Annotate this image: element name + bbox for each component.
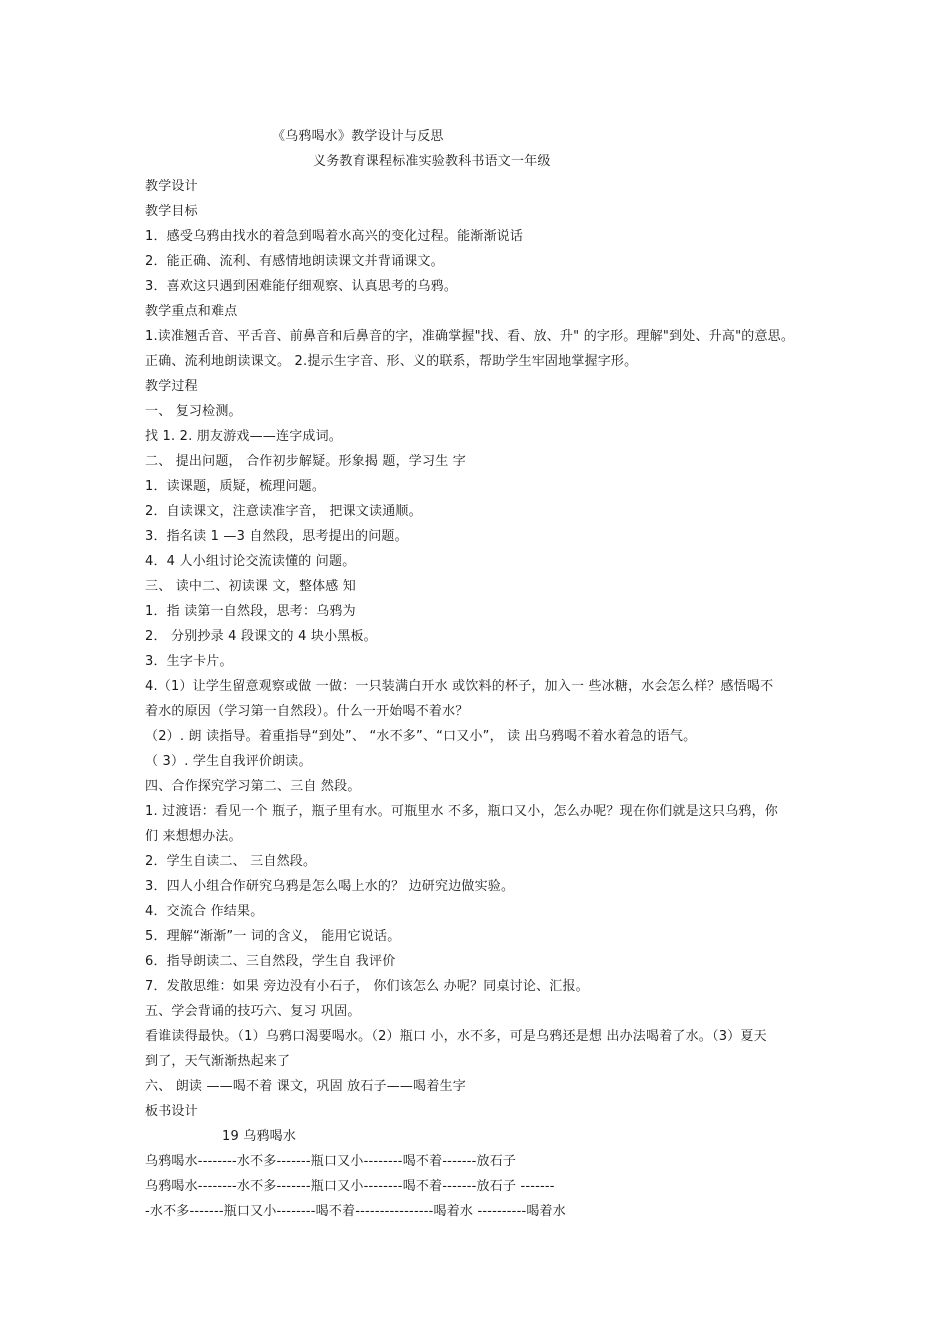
text-line: 找 1. 2. 朋友游戏——连字成词。 (145, 429, 343, 444)
board-line: -水不多-------瓶口又小--------喝不着----------------喝着水 ----------喝着水 (145, 1204, 566, 1219)
section-heading-board-design: 板书设计 (145, 1104, 198, 1119)
text-line: 三、 读中二、初读课 文，整体感 知 (145, 579, 356, 594)
text-line: 1．感受乌鸦由找水的着急到喝着水高兴的变化过程。能渐渐说话 (145, 229, 524, 244)
text-line: 5．理解“渐渐”一 词的含义， 能用它说话。 (145, 929, 401, 944)
text-line: （ 3）. 学生自我评价朗读。 (145, 754, 312, 769)
text-line: 二、 提出问题， 合作初步解疑。形象揭 题，学习生 字 (145, 454, 466, 469)
text-line: 六、 朗读 ——喝不着 课文，巩固 放石子——喝着生字 (145, 1079, 466, 1094)
text-line: 3．喜欢这只遇到困难能仔细观察、认真思考的乌鸦。 (145, 279, 458, 294)
document-subtitle: 义务教育课程标准实验教科书语文一年级 (313, 154, 551, 169)
text-line: （2）. 朗 读指导。着重指导“到处”、 “水不多”、“口又小”， 读 出乌鸦喝不着水着急的语气。 (145, 729, 697, 744)
text-line: 2．自读课文，注意读准字音， 把课文读通顺。 (145, 504, 422, 519)
text-line: 着水的原因（学习第一自然段）。什么一开始喝不着水？ (145, 704, 469, 719)
text-line: 到了，天气渐渐热起来了 (145, 1054, 291, 1069)
section-heading-teaching-process: 教学过程 (145, 379, 198, 394)
text-line: 正确、流利地朗读课文。 2.提示生字音、形、义的联系，帮助学生牢固地掌握字形。 (145, 354, 638, 369)
text-line: 1．指 读第一自然段，思考：乌鸦为 (145, 604, 356, 619)
text-line: 1. 过渡语：看见一个 瓶子，瓶子里有水。可瓶里水 不多，瓶口又小，怎么办呢？现在你们就是这只乌鸦，你 (145, 804, 779, 819)
text-line: 3．指名读 1 —3 自然段，思考提出的问题。 (145, 529, 408, 544)
section-heading-teaching-goals: 教学目标 (145, 204, 198, 219)
text-line: 们 来想想办法。 (145, 829, 242, 844)
board-line: 乌鸦喝水--------水不多-------瓶口又小--------喝不着-------放石子 ------- (145, 1179, 555, 1194)
text-line: 4．4 人小组讨论交流读懂的 问题。 (145, 554, 356, 569)
text-line: 6．指导朗读二、三自然段，学生自 我评价 (145, 954, 396, 969)
text-line: 3．生字卡片。 (145, 654, 233, 669)
text-line: 4.（1）让学生留意观察或做 一做：一只装满白开水 或饮料的杯子，加入一 些冰糖，水会怎么样？感悟喝不 (145, 679, 774, 694)
board-title: 19 乌鸦喝水 (222, 1129, 297, 1144)
text-line: 2． 分别抄录 4 段课文的 4 块小黑板。 (145, 629, 377, 644)
section-heading-key-points: 教学重点和难点 (145, 304, 238, 319)
text-line: 2．能正确、流利、有感情地朗读课文并背诵课文。 (145, 254, 444, 269)
board-line: 乌鸦喝水--------水不多-------瓶口又小--------喝不着-------放石子 (145, 1154, 517, 1169)
text-line: 五、学会背诵的技巧六、复习 巩固。 (145, 1004, 361, 1019)
document-title: 《乌鸦喝水》教学设计与反思 (272, 129, 444, 144)
text-line: 7．发散思维：如果 旁边没有小石子， 你们该怎么 办呢？同桌讨论、汇报。 (145, 979, 589, 994)
text-line: 四、合作探究学习第二、三自 然段。 (145, 779, 361, 794)
section-heading-teaching-design: 教学设计 (145, 179, 198, 194)
text-line: 看谁读得最快。（1）乌鸦口渴要喝水。（2）瓶口 小，水不多，可是乌鸦还是想 出办法喝着了水。（3）夏天 (145, 1029, 767, 1044)
text-line: 1.读准翘舌音、平舌音、前鼻音和后鼻音的字，准确掌握"找、看、放、升" 的字形。理解"到处、升高"的意思。 (145, 329, 795, 344)
text-line: 1．读课题，质疑，梳理问题。 (145, 479, 326, 494)
text-line: 3．四人小组合作研究乌鸦是怎么喝上水的？ 边研究边做实验。 (145, 879, 515, 894)
text-line: 2．学生自读二、 三自然段。 (145, 854, 317, 869)
text-line: 4．交流合 作结果。 (145, 904, 264, 919)
text-line: 一、 复习检测。 (145, 404, 242, 419)
